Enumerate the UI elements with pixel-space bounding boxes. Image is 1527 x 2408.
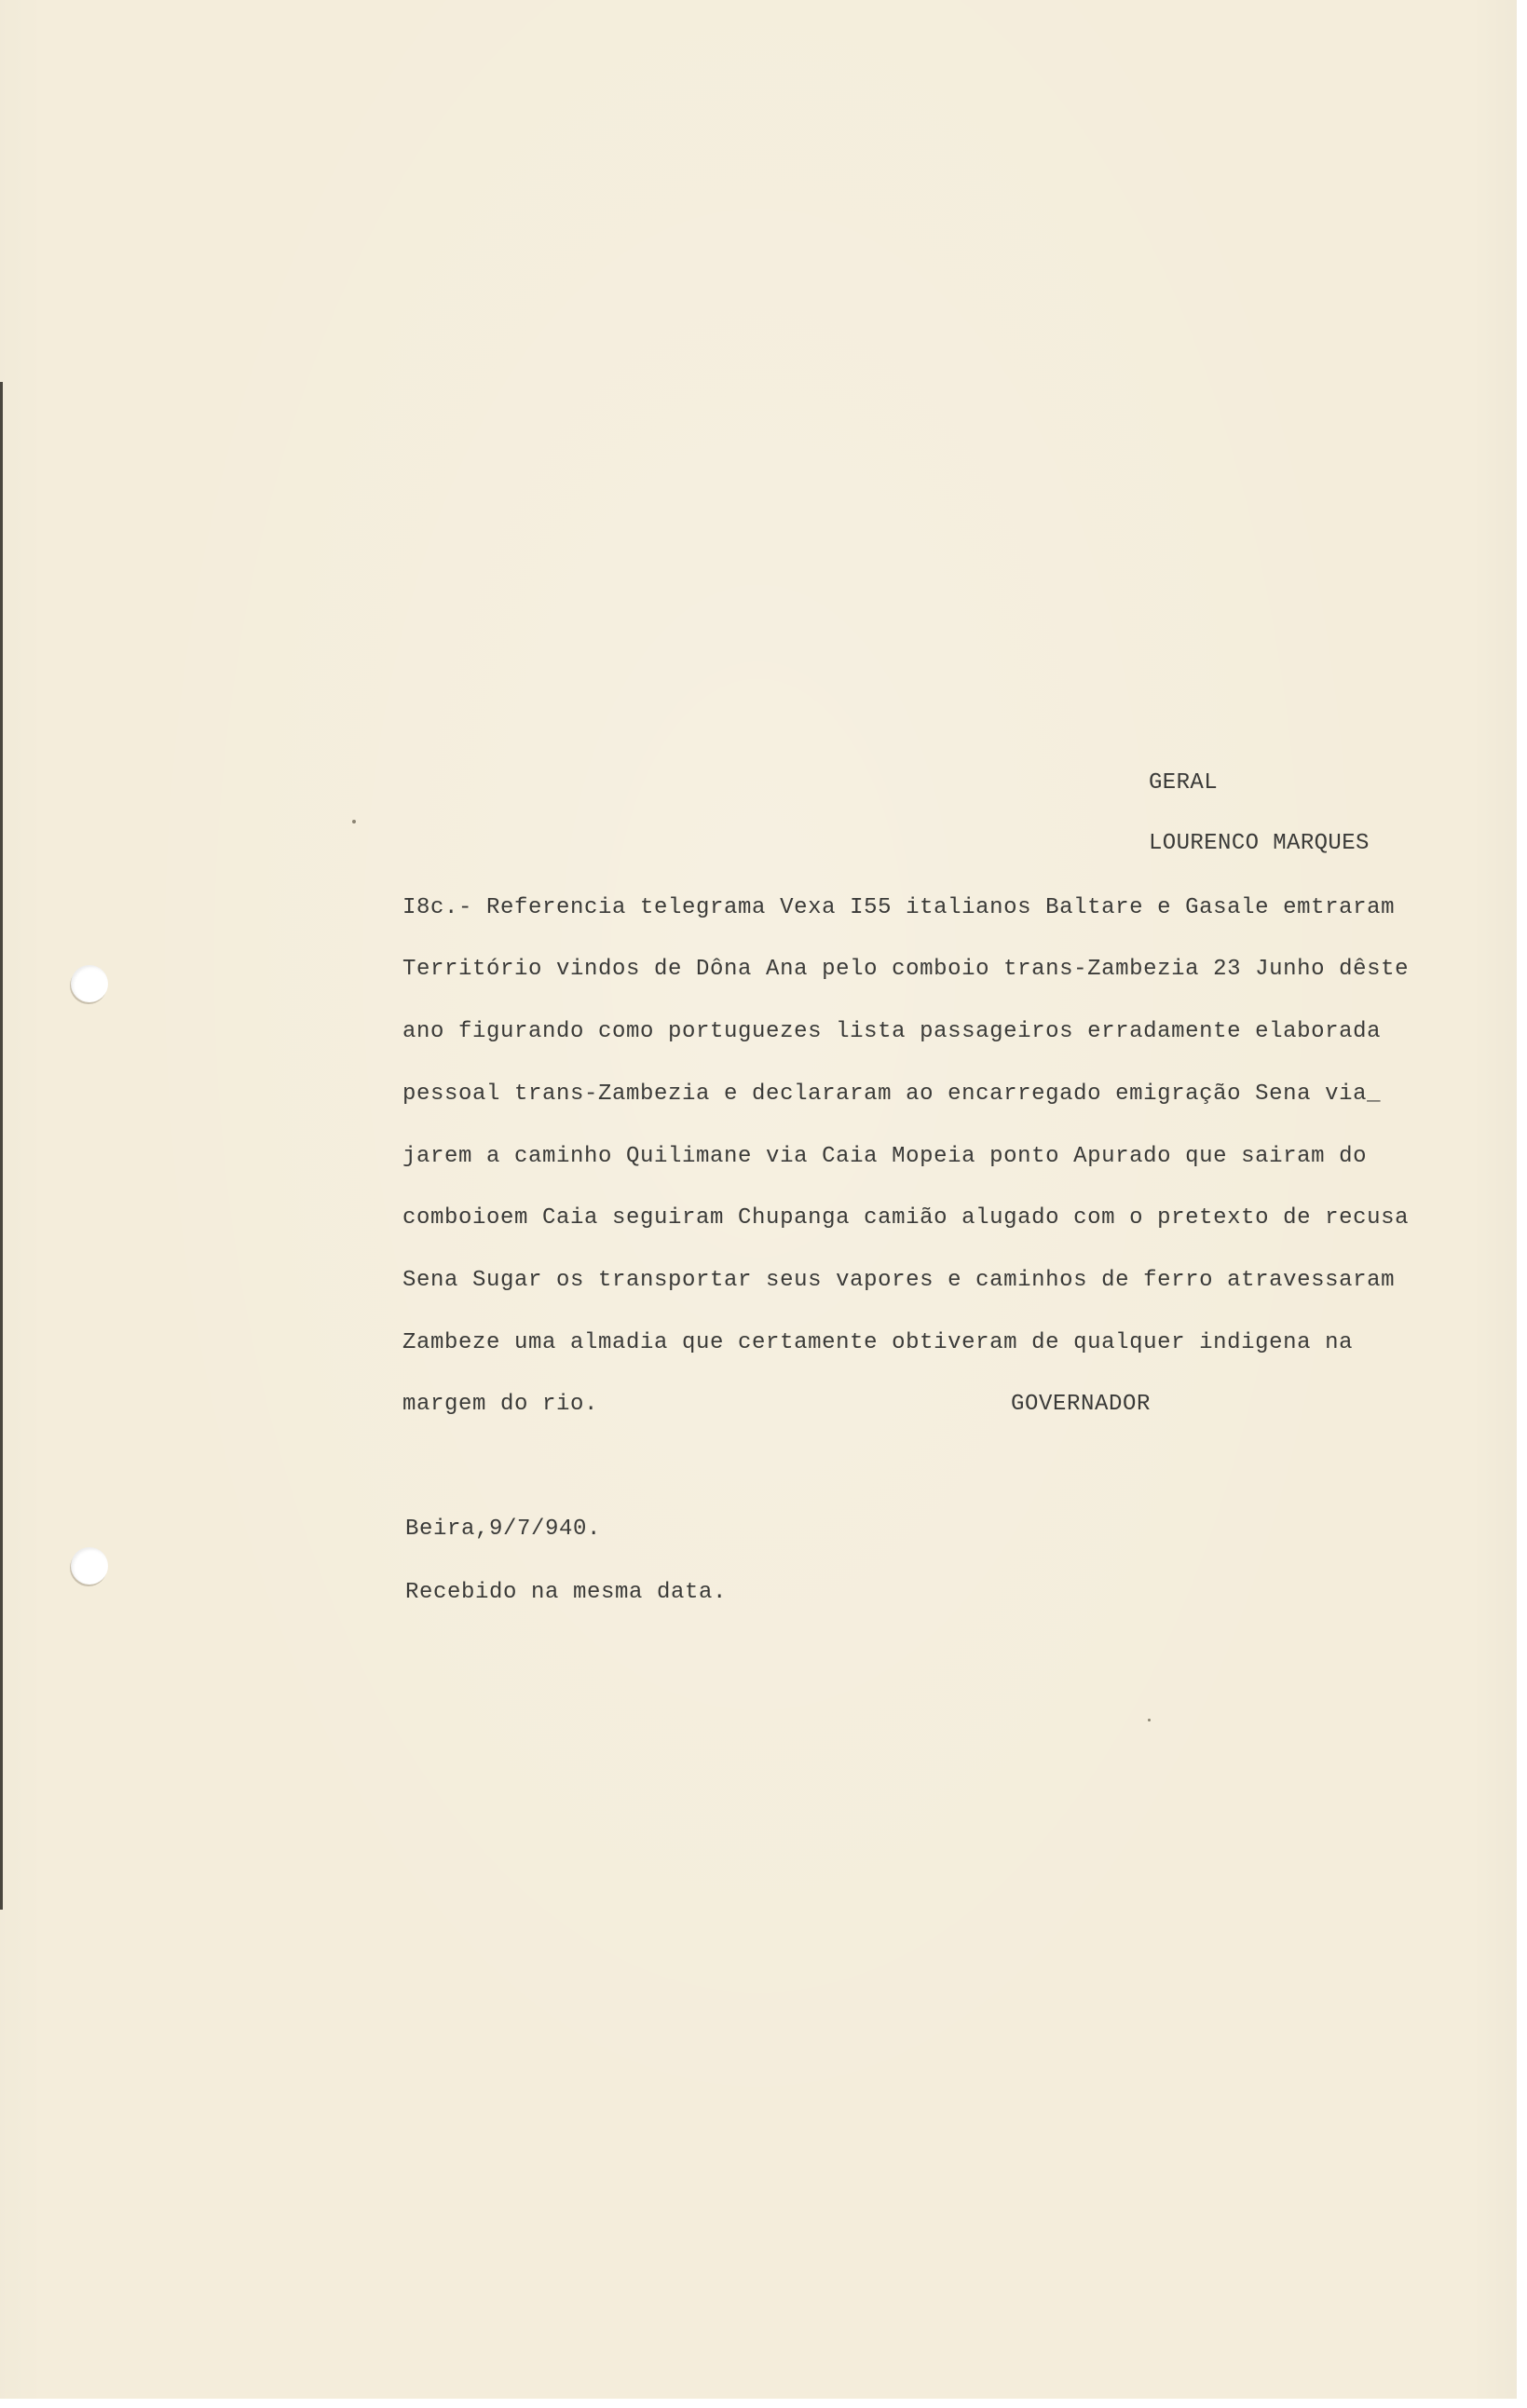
- body-line: comboioem Caia seguiram Chupanga camião alugado com o pretexto de recusa: [402, 1205, 1410, 1231]
- body-line: jarem a caminho Quilimane via Caia Mopeia ponto Apurado que sairam do: [402, 1144, 1368, 1169]
- punch-hole: [71, 1547, 108, 1585]
- dateline: Beira,9/7/940.: [405, 1517, 602, 1542]
- paper-speck: [352, 820, 356, 823]
- body-line: I8c.- Referencia telegrama Vexa I55 italianos Baltare e Gasale emtraram: [402, 895, 1396, 920]
- header-line-1: GERAL: [1149, 770, 1219, 796]
- signature: GOVERNADOR: [1011, 1392, 1152, 1417]
- punch-hole: [71, 965, 108, 1002]
- page-edge-shadow: [0, 382, 3, 1910]
- body-line: Sena Sugar os transportar seus vapores e caminhos de ferro atravessaram: [402, 1268, 1396, 1293]
- body-line: ano figurando como portuguezes lista passageiros erradamente elaborada: [402, 1019, 1382, 1044]
- paper-speck: [1148, 1719, 1151, 1721]
- body-line: pessoal trans-Zambezia e declararam ao encarregado emigração Sena via_: [402, 1082, 1382, 1107]
- body-line: Território vindos de Dôna Ana pelo comboio trans-Zambezia 23 Junho dêste: [402, 957, 1410, 982]
- header-line-2: LOURENCO MARQUES: [1149, 831, 1370, 856]
- body-line: Zambeze uma almadia que certamente obtiveram de qualquer indigena na: [402, 1330, 1354, 1355]
- received-note: Recebido na mesma data.: [405, 1580, 728, 1605]
- body-line: margem do rio.: [402, 1392, 599, 1417]
